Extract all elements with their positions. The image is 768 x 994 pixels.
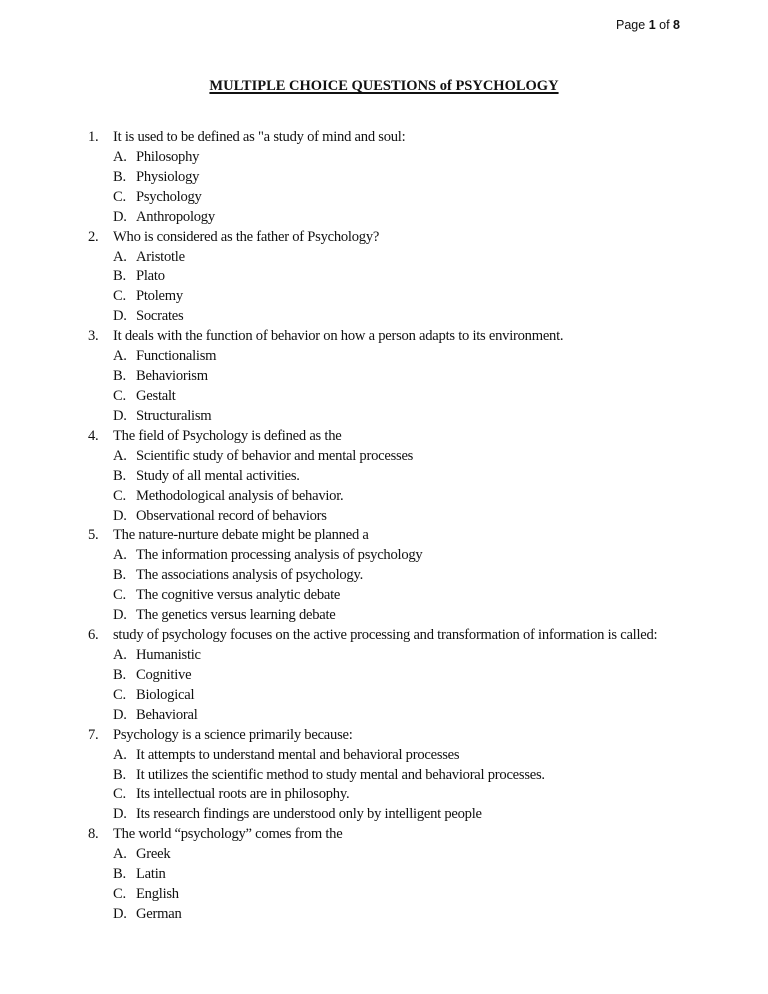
total-pages: 8: [673, 18, 680, 32]
question-8: [88, 825, 678, 845]
option-text: It utilizes the scientific method to study mental and behavioral processes.: [136, 766, 545, 783]
question-text: It is used to be defined as "a study of mind and soul:: [113, 129, 406, 145]
option-text: Plato: [136, 268, 165, 285]
answer-option: [88, 367, 678, 387]
option-text: Scientific study of behavior and mental processes: [136, 447, 414, 464]
option-text: Aristotle: [136, 248, 185, 265]
option-letter: A.: [113, 646, 127, 663]
question-5: [88, 526, 678, 546]
option-text: Study of all mental activities.: [136, 467, 300, 484]
answer-option: [88, 248, 678, 268]
question-number: 8.: [88, 826, 99, 843]
option-letter: B.: [113, 467, 126, 484]
option-text: Its intellectual roots are in philosophy.: [136, 786, 350, 803]
option-text: The information processing analysis of psychology: [136, 547, 423, 564]
option-letter: A.: [113, 447, 127, 464]
question-text: The world “psychology” comes from the: [113, 826, 343, 843]
page-number: [616, 18, 680, 32]
answer-option: [88, 287, 678, 307]
option-letter: B.: [113, 168, 126, 185]
answer-option: [88, 746, 678, 766]
question-1: [88, 128, 678, 148]
answer-option: [88, 566, 678, 586]
question-text: Psychology is a science primarily because:: [113, 726, 353, 743]
option-letter: A.: [113, 348, 127, 365]
option-letter: D.: [113, 308, 127, 325]
question-text: The field of Psychology is defined as the: [113, 427, 342, 444]
question-7: [88, 726, 678, 746]
option-text: Latin: [136, 866, 166, 883]
option-letter: C.: [113, 686, 126, 703]
question-number: 7.: [88, 726, 99, 743]
answer-option: [88, 407, 678, 427]
question-number: 1.: [88, 129, 99, 145]
option-text: Psychology: [136, 188, 202, 205]
answer-option: [88, 347, 678, 367]
question-number: 5.: [88, 527, 99, 544]
option-text: Ptolemy: [136, 288, 183, 305]
option-text: Greek: [136, 846, 171, 863]
option-text: Behavioral: [136, 706, 198, 723]
option-text: Anthropology: [136, 208, 215, 225]
option-text: Methodological analysis of behavior.: [136, 487, 344, 504]
answer-option: [88, 208, 678, 228]
question-list: [88, 128, 678, 925]
option-text: Gestalt: [136, 387, 176, 404]
option-text: Biological: [136, 686, 195, 703]
question-number: 2.: [88, 228, 99, 245]
answer-option: [88, 666, 678, 686]
option-text: German: [136, 905, 182, 922]
question-number: 3.: [88, 328, 99, 345]
answer-option: [88, 766, 678, 786]
document-title: [0, 78, 768, 95]
answer-option: [88, 507, 678, 527]
option-text: The cognitive versus analytic debate: [136, 587, 341, 604]
option-letter: D.: [113, 607, 127, 624]
answer-option: [88, 546, 678, 566]
option-letter: C.: [113, 288, 126, 305]
page-label: Page: [616, 18, 646, 32]
question-text: The nature-nurture debate might be planned a: [113, 527, 369, 544]
option-letter: D.: [113, 706, 127, 723]
option-text: Socrates: [136, 308, 184, 325]
title-text: MULTIPLE CHOICE QUESTIONS of PSYCHOLOGY: [209, 78, 559, 94]
option-letter: A.: [113, 746, 127, 763]
option-text: Cognitive: [136, 666, 192, 683]
option-letter: C.: [113, 387, 126, 404]
question-3: [88, 327, 678, 347]
answer-option: [88, 905, 678, 925]
option-letter: B.: [113, 866, 126, 883]
answer-option: [88, 447, 678, 467]
option-letter: B.: [113, 268, 126, 285]
answer-option: [88, 805, 678, 825]
answer-option: [88, 387, 678, 407]
option-letter: B.: [113, 368, 126, 385]
page-of: of: [659, 18, 670, 32]
answer-option: [88, 586, 678, 606]
answer-option: [88, 487, 678, 507]
answer-option: [88, 307, 678, 327]
option-letter: A.: [113, 547, 127, 564]
option-text: Physiology: [136, 168, 200, 185]
option-text: Its research findings are understood only by intelligent people: [136, 806, 482, 823]
option-text: The genetics versus learning debate: [136, 607, 336, 624]
option-letter: D.: [113, 407, 127, 424]
answer-option: [88, 267, 678, 287]
option-text: Observational record of behaviors: [136, 507, 327, 524]
option-letter: B.: [113, 666, 126, 683]
option-letter: C.: [113, 487, 126, 504]
option-letter: D.: [113, 905, 127, 922]
answer-option: [88, 686, 678, 706]
answer-option: [88, 646, 678, 666]
question-6: [88, 626, 678, 646]
option-letter: C.: [113, 886, 126, 903]
answer-option: [88, 785, 678, 805]
option-text: Philosophy: [136, 148, 200, 165]
option-letter: C.: [113, 786, 126, 803]
option-text: Humanistic: [136, 646, 201, 663]
option-letter: D.: [113, 507, 127, 524]
option-text: Functionalism: [136, 348, 217, 365]
option-letter: A.: [113, 148, 127, 165]
answer-option: [88, 606, 678, 626]
question-2: [88, 228, 678, 248]
option-text: Behaviorism: [136, 368, 208, 385]
option-letter: A.: [113, 248, 127, 265]
answer-option: [88, 168, 678, 188]
current-page: 1: [648, 18, 656, 32]
question-text: Who is considered as the father of Psychology?: [113, 228, 380, 245]
answer-option: [88, 865, 678, 885]
option-letter: A.: [113, 846, 127, 863]
answer-option: [88, 706, 678, 726]
option-letter: C.: [113, 587, 126, 604]
option-letter: C.: [113, 188, 126, 205]
option-text: English: [136, 886, 179, 903]
answer-option: [88, 885, 678, 905]
answer-option: [88, 845, 678, 865]
option-text: It attempts to understand mental and behavioral processes: [136, 746, 460, 763]
question-text: study of psychology focuses on the active processing and transformation of information is called:: [113, 627, 658, 644]
question-number: 6.: [88, 627, 99, 644]
option-letter: D.: [113, 806, 127, 823]
option-letter: B.: [113, 567, 126, 584]
answer-option: [88, 188, 678, 208]
option-text: The associations analysis of psychology.: [136, 567, 363, 584]
option-letter: B.: [113, 766, 126, 783]
answer-option: [88, 148, 678, 168]
option-text: Structuralism: [136, 407, 212, 424]
question-text: It deals with the function of behavior on how a person adapts to its environment.: [113, 328, 564, 345]
question-4: [88, 427, 678, 447]
question-number: 4.: [88, 427, 99, 444]
option-letter: D.: [113, 208, 127, 225]
answer-option: [88, 467, 678, 487]
